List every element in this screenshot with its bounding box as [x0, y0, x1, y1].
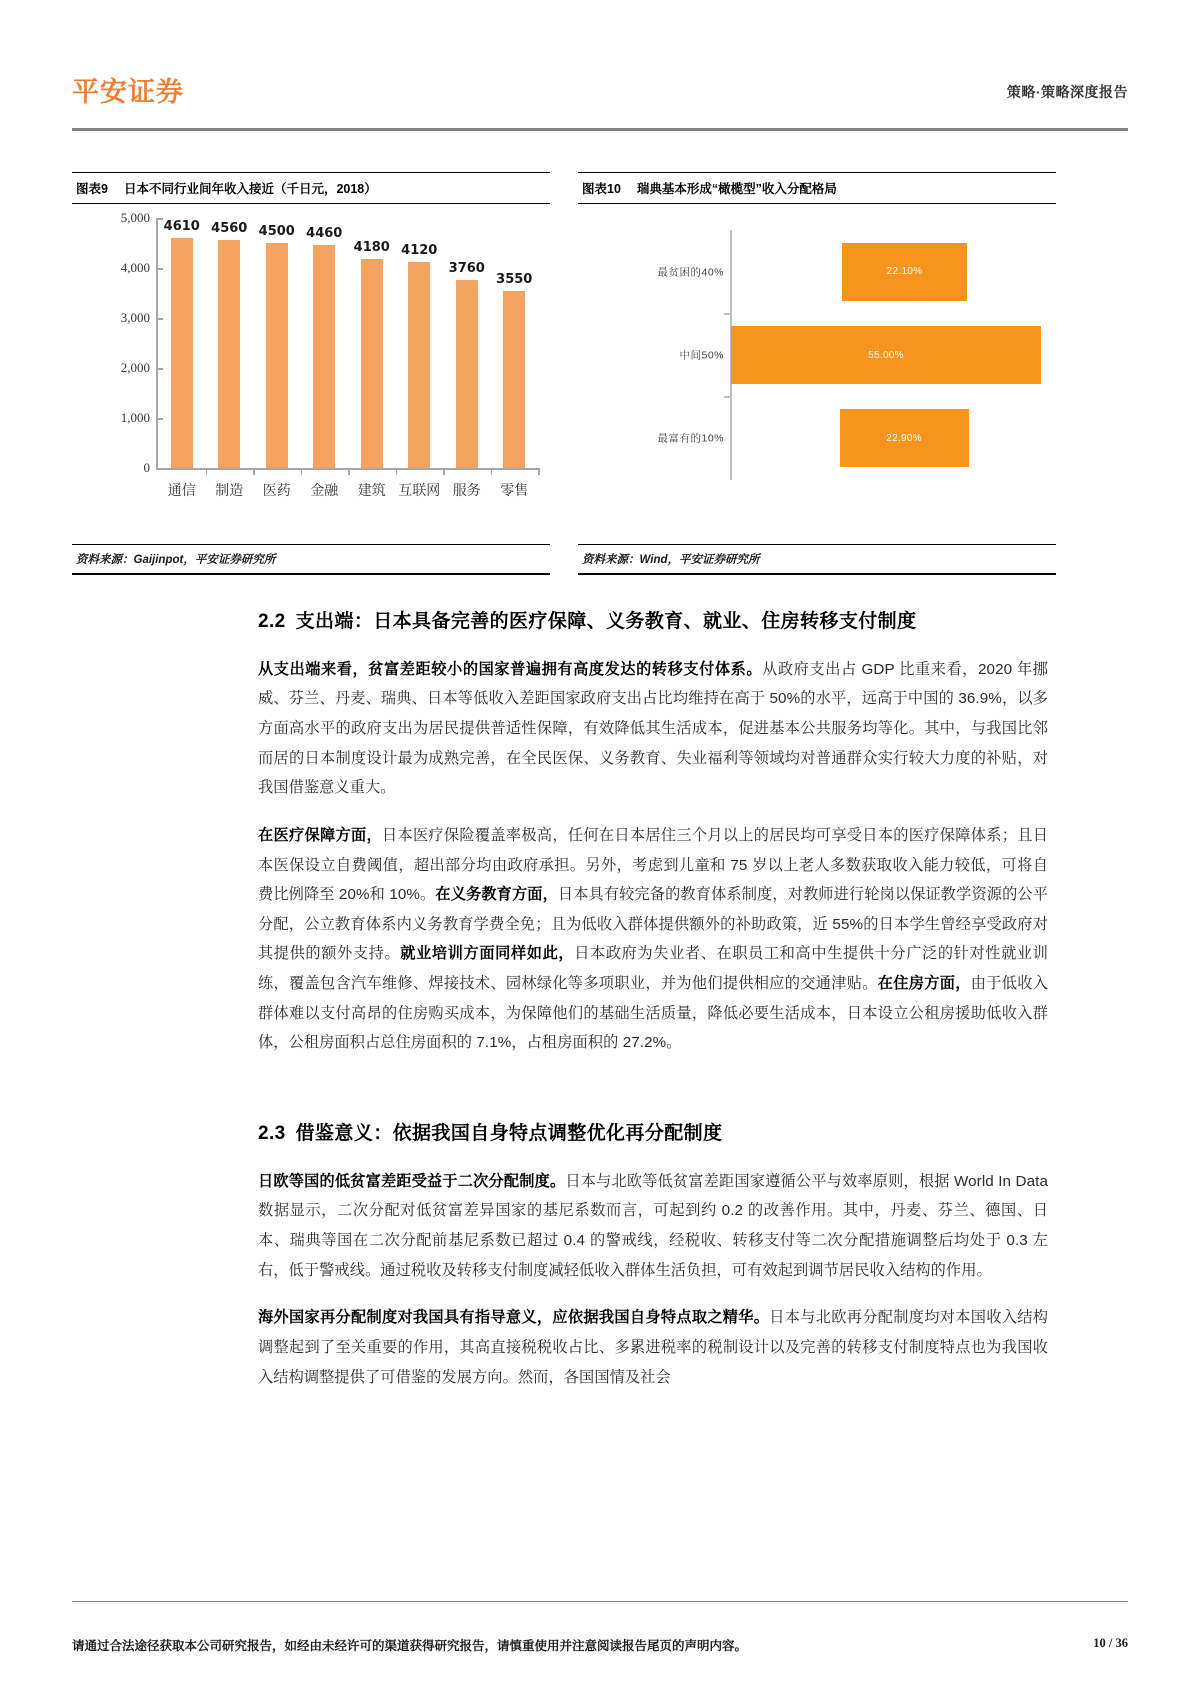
paragraph-lead: 在住房方面， — [877, 975, 971, 993]
header-divider — [72, 128, 1128, 131]
bar — [408, 262, 430, 468]
figure-9-number: 图表9 — [76, 182, 108, 196]
paragraph-lead: 日欧等国的低贫富差距受益于二次分配制度。 — [258, 1172, 566, 1190]
figure-10-title: 瑞典基本形成“橄榄型”收入分配格局 — [636, 182, 837, 196]
bar-value-label: 4560 — [211, 221, 248, 236]
bar — [456, 280, 478, 468]
x-axis-label: 制造 — [215, 482, 244, 498]
figure-10-number: 图表10 — [582, 182, 621, 196]
y-tick-label: 1,000 — [120, 410, 150, 425]
category-axis-tick — [724, 313, 731, 315]
x-axis-tick — [301, 468, 303, 475]
x-axis-label: 建筑 — [357, 482, 386, 498]
section-spacer — [258, 1076, 1048, 1122]
x-axis-tick — [348, 468, 350, 475]
figure-10-source: 资料来源：Wind，平安证券研究所 — [578, 544, 1056, 575]
x-axis-label: 通信 — [167, 482, 196, 498]
paragraph-text: 日本与北欧再分配制度均对本国收入结构调整起到了至关重要的作用，其高直接税税收占比、多累进税率的税制设计以及完善的转移支付制度特点也为我国收入结构调整提供了可借鉴的发展方向。然而，各国国情及社会 — [258, 1309, 1048, 1386]
category-label: 最贫困的40% — [657, 266, 724, 279]
section-number: 2.2 — [258, 611, 286, 632]
x-axis-label: 互联网 — [398, 482, 441, 498]
bar-value-label: 4500 — [258, 224, 295, 239]
bar — [503, 291, 525, 469]
bar-value-label: 3550 — [496, 271, 533, 287]
category-label: 最富有的10% — [657, 432, 724, 445]
figure-9-caption — [72, 172, 550, 204]
bar: 22.90% — [840, 409, 969, 467]
section-heading-2-3 — [258, 1122, 1048, 1147]
paragraph-text: 由于低收入群体难以支付高昂的住房购买成本，为保障他们的基础生活质量，降低必要生活成本，日本设立公租房援助低收入群体，公租房面积占总住房面积的 7.1%，占租房面积的 27.2%。 — [258, 975, 1048, 1052]
y-tick-label: 5,000 — [120, 210, 150, 225]
paragraph-lead: 从支出端来看，贫富差距较小的国家普遍拥有高度发达的转移支付体系。 — [258, 660, 763, 678]
page-header — [72, 60, 1128, 130]
paragraph — [258, 1303, 1048, 1392]
y-tick-label: 0 — [143, 460, 150, 475]
x-axis-label: 医药 — [262, 482, 291, 498]
figure-9-title: 日本不同行业间年收入接近（千日元，2018） — [123, 182, 377, 196]
section-title: 借鉴意义：依据我国自身特点调整优化再分配制度 — [295, 1123, 723, 1145]
bar — [218, 240, 240, 468]
bar — [313, 245, 335, 468]
x-axis-label: 零售 — [500, 482, 529, 498]
bar-value-label: 4180 — [353, 240, 390, 255]
paragraph — [258, 1167, 1048, 1286]
x-axis-label: 金融 — [310, 482, 339, 498]
paragraph-text: 日本医疗保险覆盖率极高，任何在日本居住三个月以上的居民均可享受日本的医疗保障体系；且日本医保设立自费阈值，超出部分均由政府承担。另外，考虑到儿童和 75 岁以上老人多数获取收入能力较低，可将自费比例降至 20%和 10%。 — [258, 826, 1048, 904]
horizontal-bar-chart — [578, 218, 1056, 538]
y-tick-label: 3,000 — [120, 310, 150, 325]
paragraph-text: 日本具有较完备的教育体系制度，对教师进行轮岗以保证教学资源的公平分配，公立教育体系内义务教育学费全免；且为低收入群体提供额外的补助政策，近 55%的日本学生曾经享受政府对其提供的额外支持。 — [258, 886, 1048, 963]
paragraph-lead: 海外国家再分配制度对我国具有指导意义，应依据我国自身特点取之精华。 — [258, 1309, 770, 1327]
paragraph-lead: 在医疗保障方面， — [258, 826, 382, 844]
vertical-bar-chart — [72, 210, 550, 538]
bar: 22.10% — [842, 243, 967, 301]
figure-10 — [578, 172, 1056, 575]
article-body — [258, 610, 1048, 1410]
bar: 55.00% — [731, 326, 1041, 384]
section-heading-2-2 — [258, 610, 1048, 635]
paragraph — [258, 655, 1048, 803]
figure-10-body — [578, 204, 1056, 544]
bar-value-label: 4460 — [306, 226, 343, 241]
y-tick-label: 2,000 — [120, 360, 150, 375]
footer-divider — [72, 1601, 1128, 1602]
paragraph-text: 从政府支出占 GDP 比重来看，2020 年挪威、芬兰、丹麦、瑞典、日本等低收入差距国家政府支出占比均维持在高于 50%的水平，远高于中国的 36.9%，以多方面高水平的政府支出为居民提供普适性保障，有效降低其生活成本，促进基本公共服务均等化。其中，与我国比邻而居的日本制度设计最为成熟完善，在全民医保、义务教育、失业福利等领域均对普通群众实行较大力度的补贴，对我国借鉴意义重大。 — [258, 660, 1049, 797]
category-axis-tick — [724, 396, 731, 398]
figure-9-body — [72, 204, 550, 544]
page-number: 10 / 36 — [1093, 1636, 1128, 1650]
paragraph-text: 日本政府为失业者、在职员工和高中生提供十分广泛的针对性就业训练，覆盖包含汽车维修、焊接技术、园林绿化等多项职业，并为他们提供相应的交通津贴。 — [258, 945, 1049, 993]
section-title: 支出端：日本具备完善的医疗保障、义务教育、就业、住房转移支付制度 — [295, 611, 917, 632]
x-axis-line — [156, 468, 538, 470]
x-axis-tick — [538, 468, 540, 475]
y-axis-labels — [94, 210, 150, 475]
bar-value-label: 3760 — [448, 261, 485, 276]
x-axis-tick — [206, 468, 208, 475]
figure-10-caption — [578, 172, 1056, 204]
section-number: 2.3 — [258, 1123, 286, 1145]
x-axis-tick — [253, 468, 255, 475]
bar-value-label: 4120 — [401, 243, 438, 258]
x-axis-tick — [396, 468, 398, 475]
paragraph-lead: 在义务教育方面， — [435, 886, 558, 904]
bar — [266, 243, 288, 468]
category-label: 中间50% — [679, 349, 724, 362]
x-axis-label: 服务 — [452, 482, 481, 498]
bar — [171, 238, 193, 469]
x-axis-tick — [443, 468, 445, 475]
x-axis-tick — [491, 468, 493, 475]
bars-area — [158, 218, 538, 468]
figure-9 — [72, 172, 550, 575]
company-logo: 平安证券 — [72, 77, 184, 108]
y-tick-label: 4,000 — [120, 260, 150, 275]
paragraph-lead: 就业培训方面同样如此， — [400, 945, 575, 963]
report-type-label: 策略·策略深度报告 — [1006, 84, 1128, 100]
footer-disclaimer: 请通过合法途径获取本公司研究报告，如经由未经许可的渠道获得研究报告，请慎重使用并注意阅读报告尾页的声明内容。 — [72, 1639, 748, 1653]
bar — [361, 259, 383, 468]
figure-9-source: 资料来源：Gaijinpot，平安证券研究所 — [72, 544, 550, 575]
paragraph-text: 日本与北欧等低贫富差距国家遵循公平与效率原则，根据 World In Data 数据显示，二次分配对低贫富差异国家的基尼系数而言，可起到约 0.2 的改善作用。其中，丹麦、芬兰、德国、日本、瑞典等国在二次分配前基尼系数已超过 0.4 的警戒线，经税收、转移支付等二次分配措施调整后均处于 0.3 左右，低于警戒线。通过税收及转移支付制度减轻低收入群体生活负担，可有效起到调节居民收入结构的作用。 — [258, 1172, 1048, 1279]
bar-value-label: 4610 — [163, 218, 200, 234]
paragraph — [258, 821, 1048, 1058]
